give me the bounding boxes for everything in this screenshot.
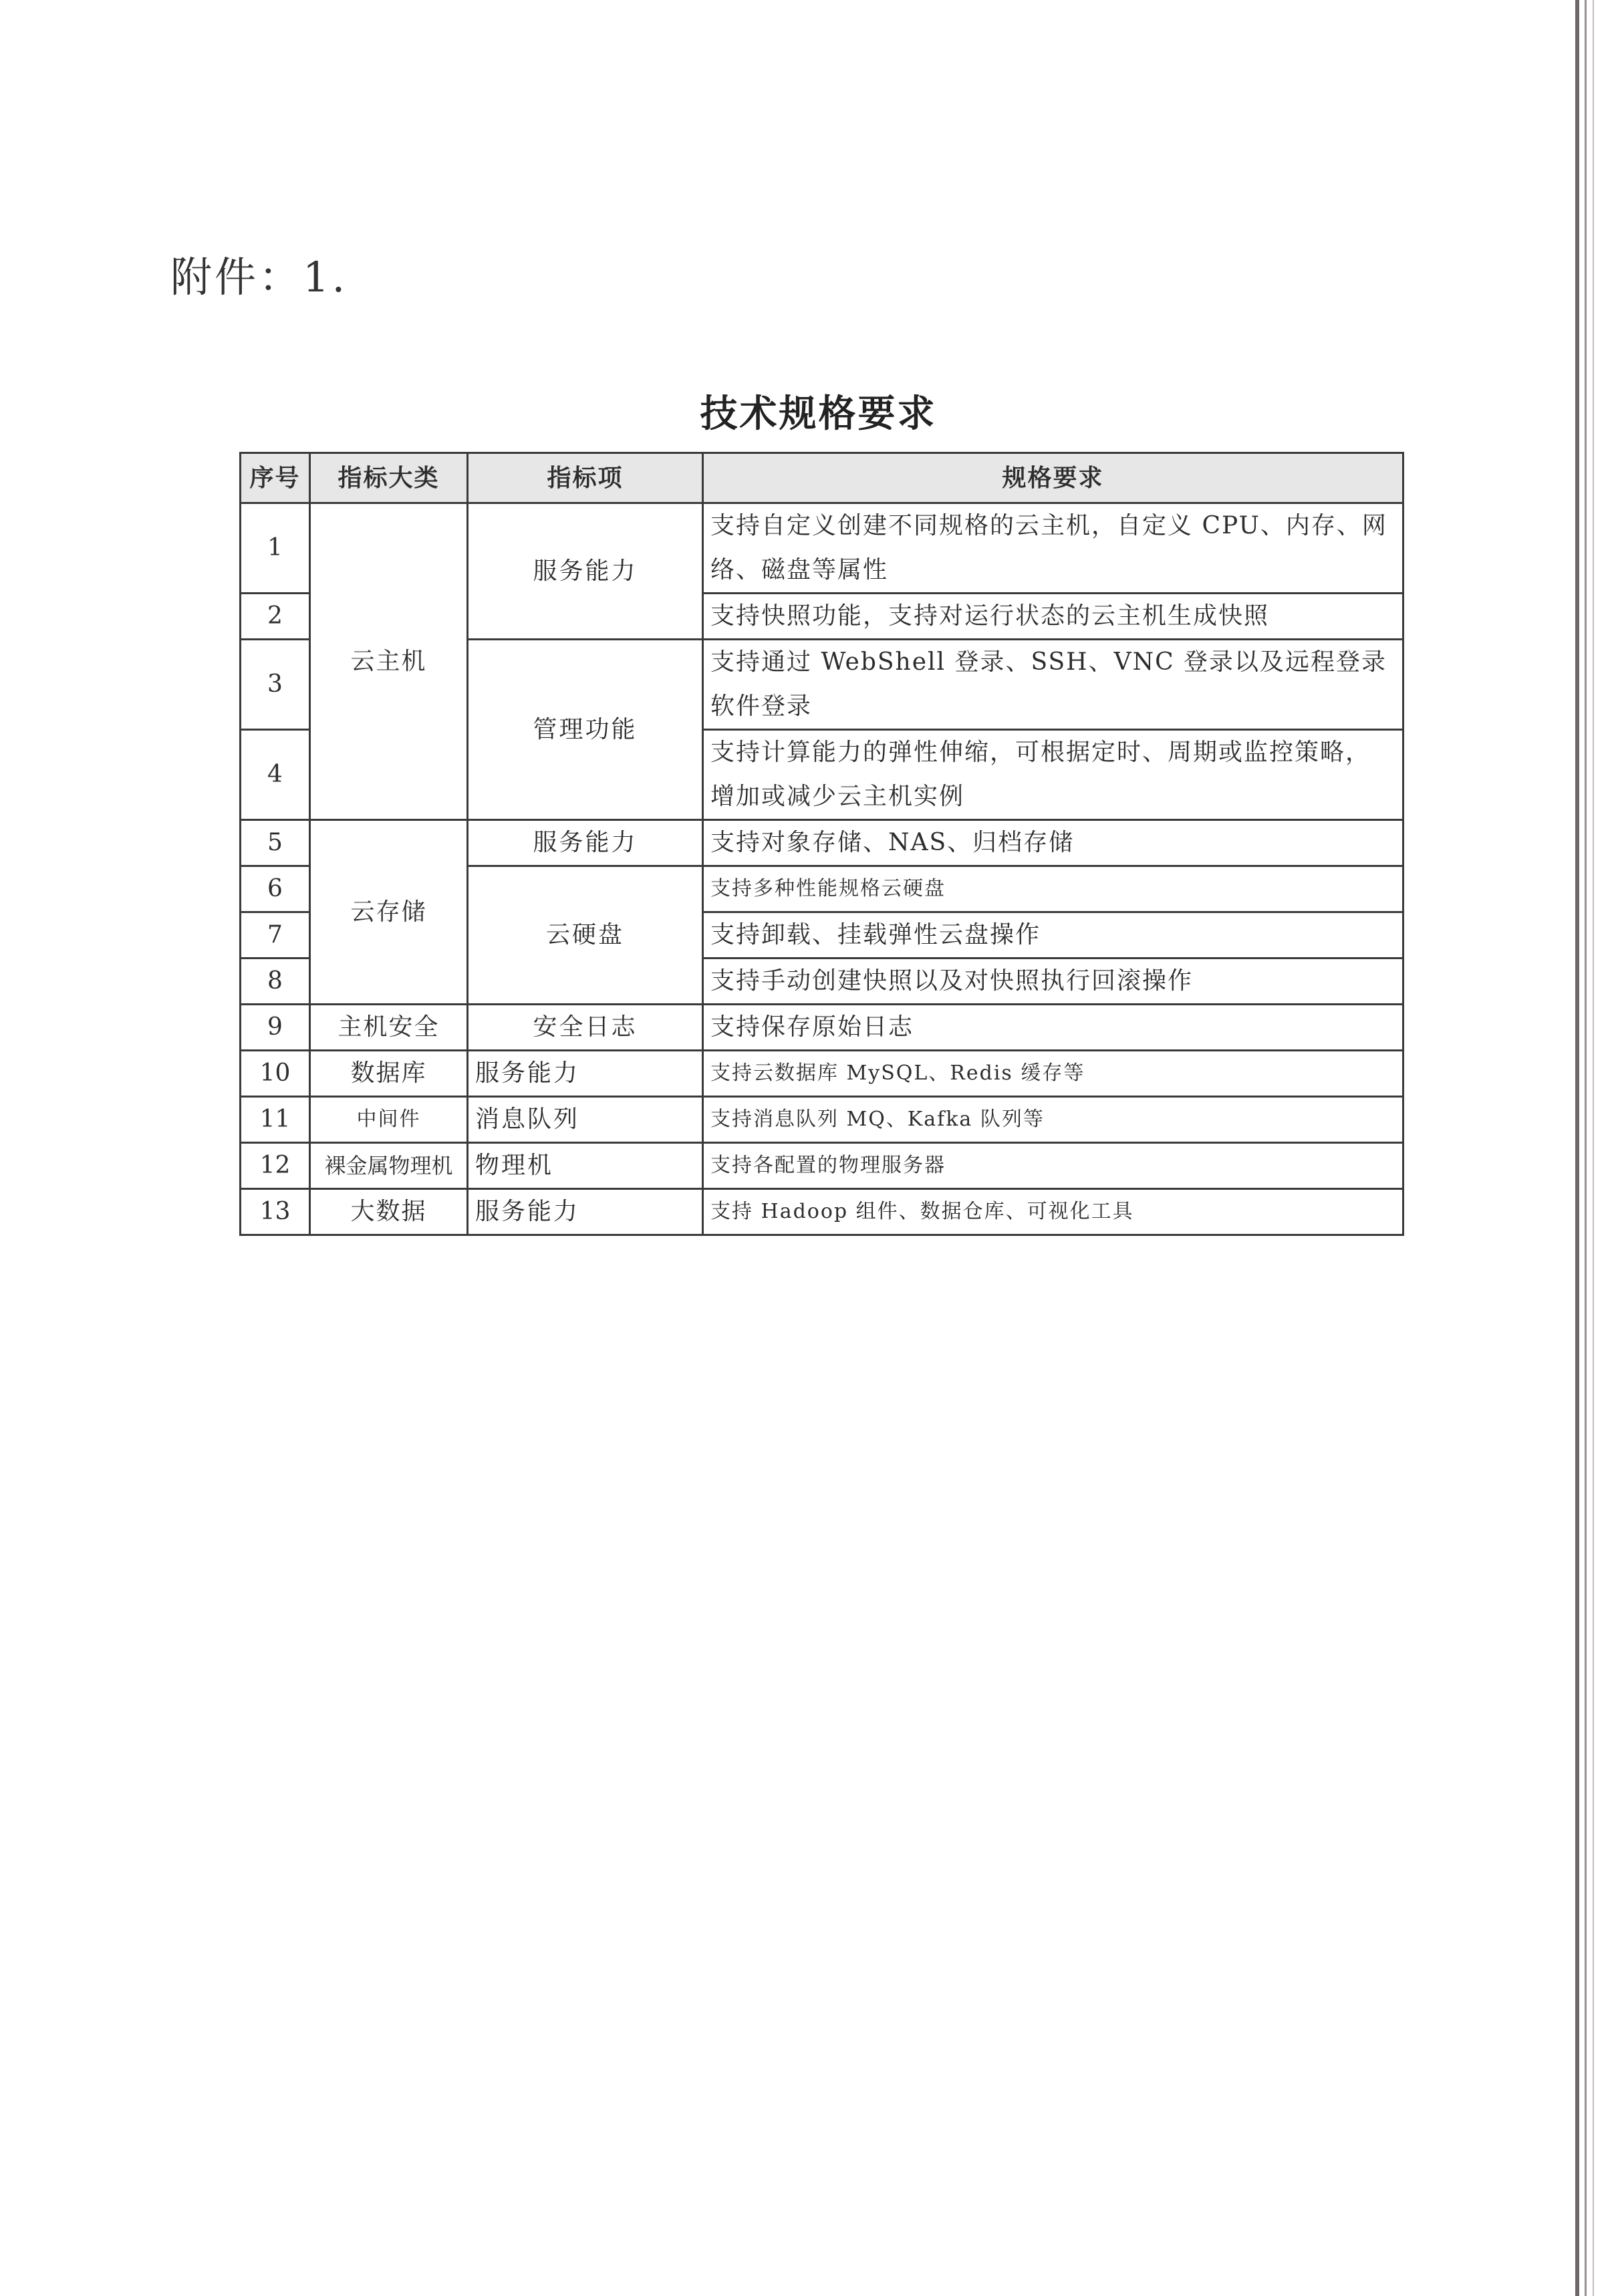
row-number: 3 bbox=[241, 640, 310, 730]
requirement-cell: 支持通过 WebShell 登录、SSH、VNC 登录以及远程登录软件登录 bbox=[703, 640, 1403, 730]
row-number: 2 bbox=[241, 594, 310, 640]
table-header-row bbox=[241, 453, 1403, 503]
row-number: 11 bbox=[241, 1097, 310, 1143]
requirement-cell: 支持手动创建快照以及对快照执行回滚操作 bbox=[703, 959, 1403, 1005]
row-number: 5 bbox=[241, 820, 310, 866]
header-cell-category: 指标大类 bbox=[310, 453, 468, 503]
table-row bbox=[241, 1143, 1403, 1189]
item-cell: 云硬盘 bbox=[468, 866, 703, 1005]
row-number: 7 bbox=[241, 912, 310, 959]
category-cell: 中间件 bbox=[310, 1097, 468, 1143]
item-cell: 服务能力 bbox=[468, 1051, 703, 1097]
category-cell: 云主机 bbox=[310, 503, 468, 820]
row-number: 9 bbox=[241, 1005, 310, 1051]
table-row bbox=[241, 503, 1403, 594]
requirement-cell: 支持多种性能规格云硬盘 bbox=[703, 866, 1403, 912]
row-number: 13 bbox=[241, 1189, 310, 1235]
category-cell: 大数据 bbox=[310, 1189, 468, 1235]
requirement-cell: 支持对象存储、NAS、归档存储 bbox=[703, 820, 1403, 866]
requirement-cell: 支持 Hadoop 组件、数据仓库、可视化工具 bbox=[703, 1189, 1403, 1235]
row-number: 10 bbox=[241, 1051, 310, 1097]
item-cell: 服务能力 bbox=[468, 1189, 703, 1235]
header-cell-requirement: 规格要求 bbox=[703, 453, 1403, 503]
table-row bbox=[241, 820, 1403, 866]
row-number: 1 bbox=[241, 503, 310, 594]
table-row bbox=[241, 1097, 1403, 1143]
table-row bbox=[241, 1005, 1403, 1051]
item-cell: 物理机 bbox=[468, 1143, 703, 1189]
item-cell: 管理功能 bbox=[468, 640, 703, 820]
category-cell: 数据库 bbox=[310, 1051, 468, 1097]
table-row bbox=[241, 1189, 1403, 1235]
requirement-cell: 支持消息队列 MQ、Kafka 队列等 bbox=[703, 1097, 1403, 1143]
requirement-cell: 支持各配置的物理服务器 bbox=[703, 1143, 1403, 1189]
row-number: 4 bbox=[241, 730, 310, 820]
item-cell: 服务能力 bbox=[468, 820, 703, 866]
item-cell: 消息队列 bbox=[468, 1097, 703, 1143]
attachment-label: 附件：1. bbox=[170, 253, 348, 301]
requirement-cell: 支持快照功能，支持对运行状态的云主机生成快照 bbox=[703, 594, 1403, 640]
scan-edge-lines bbox=[1569, 0, 1610, 2296]
item-cell: 安全日志 bbox=[468, 1005, 703, 1051]
scan-edge-line bbox=[1575, 0, 1579, 2296]
requirement-cell: 支持云数据库 MySQL、Redis 缓存等 bbox=[703, 1051, 1403, 1097]
scan-edge-line bbox=[1593, 0, 1594, 2296]
requirement-cell: 支持卸载、挂载弹性云盘操作 bbox=[703, 912, 1403, 959]
header-cell-no: 序号 bbox=[241, 453, 310, 503]
requirement-cell: 支持自定义创建不同规格的云主机，自定义 CPU、内存、网络、磁盘等属性 bbox=[703, 503, 1403, 594]
table-row bbox=[241, 1051, 1403, 1097]
row-number: 12 bbox=[241, 1143, 310, 1189]
requirement-cell: 支持保存原始日志 bbox=[703, 1005, 1403, 1051]
item-cell: 服务能力 bbox=[468, 503, 703, 640]
requirement-cell: 支持计算能力的弹性伸缩，可根据定时、周期或监控策略，增加或减少云主机实例 bbox=[703, 730, 1403, 820]
document-title: 技术规格要求 bbox=[700, 392, 937, 436]
category-cell: 云存储 bbox=[310, 820, 468, 1005]
header-cell-item: 指标项 bbox=[468, 453, 703, 503]
row-number: 6 bbox=[241, 866, 310, 912]
row-number: 8 bbox=[241, 959, 310, 1005]
spec-table bbox=[239, 452, 1404, 1236]
category-cell: 裸金属物理机 bbox=[310, 1143, 468, 1189]
category-cell: 主机安全 bbox=[310, 1005, 468, 1051]
scan-edge-line bbox=[1585, 0, 1587, 2296]
